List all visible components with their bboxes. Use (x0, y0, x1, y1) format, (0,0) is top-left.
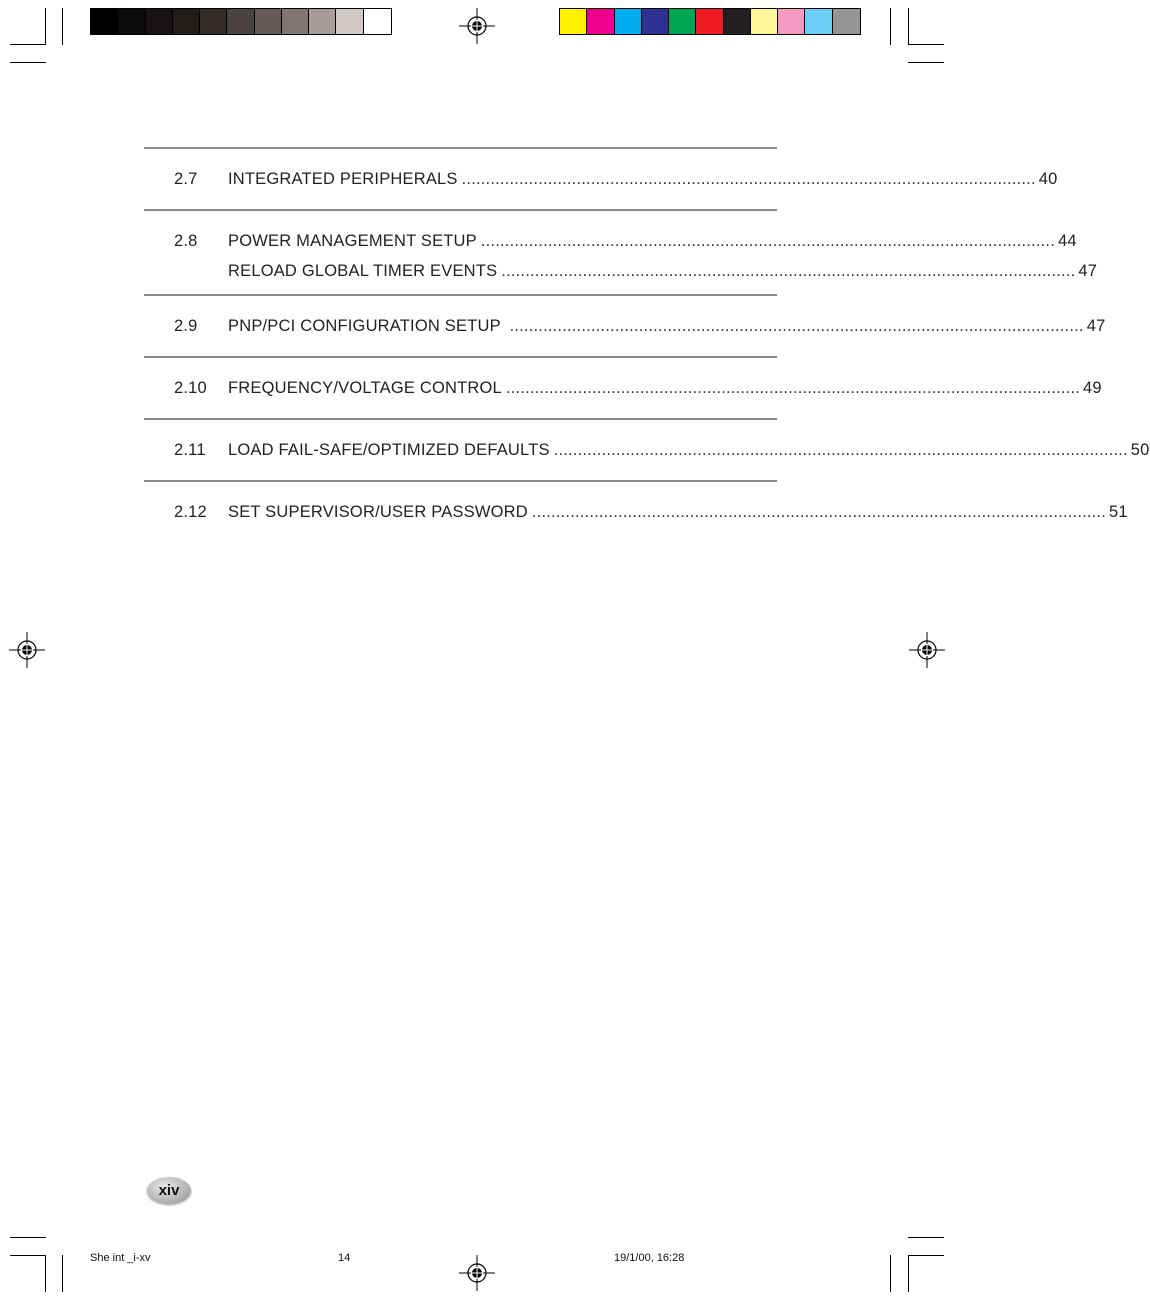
toc-section-number: 2.12 (174, 503, 207, 521)
toc-leader-dots: ........................................................................................................................ (553, 441, 1128, 459)
toc-entry[interactable] (174, 170, 1058, 190)
registration-mark-icon (459, 1255, 495, 1291)
toc-entry[interactable] (174, 317, 1106, 337)
grayscale-calibration-strip (90, 8, 392, 35)
toc-section-number: 2.9 (174, 317, 198, 335)
page-number-badge: xiv (147, 1177, 191, 1204)
crop-mark (908, 44, 944, 45)
crop-mark (10, 62, 46, 63)
toc-page-number: 47 (1086, 317, 1106, 335)
toc-leader-dots: ........................................................................................................................ (480, 232, 1055, 250)
toc-page-number: 50 (1130, 441, 1150, 459)
color-swatch (642, 9, 669, 34)
crop-mark (908, 1255, 944, 1256)
color-swatch (173, 9, 200, 34)
toc-page-number: 51 (1109, 503, 1128, 521)
crop-mark (890, 8, 891, 45)
color-swatch (200, 9, 227, 34)
color-swatch (833, 9, 860, 34)
color-swatch (778, 9, 805, 34)
color-swatch (118, 9, 145, 34)
crop-mark (10, 1255, 46, 1256)
toc-entry[interactable] (174, 441, 1150, 461)
toc-leader-dots: ........................................................................................................................ (504, 317, 1084, 335)
crop-mark (62, 8, 63, 45)
crop-mark (45, 1255, 46, 1292)
crop-mark (908, 1237, 944, 1238)
color-swatch (364, 9, 391, 34)
section-divider (144, 209, 777, 211)
toc-entry[interactable] (174, 232, 1077, 252)
toc-entry-title: RELOAD GLOBAL TIMER EVENTS (228, 262, 498, 280)
color-swatch (255, 9, 282, 34)
section-divider (144, 480, 777, 482)
toc-page-number: 47 (1078, 262, 1098, 280)
color-swatch (587, 9, 614, 34)
toc-entry[interactable] (174, 262, 1098, 282)
color-swatch (227, 9, 254, 34)
toc-section-number: 2.8 (174, 232, 198, 250)
crop-mark (908, 62, 944, 63)
toc-leader-dots: ........................................................................................................................ (501, 262, 1076, 280)
toc-section-number: 2.11 (174, 441, 206, 459)
toc-entry-title: PNP/PCI CONFIGURATION SETUP (228, 317, 501, 335)
crop-mark (62, 1255, 63, 1292)
crop-mark (45, 8, 46, 45)
crop-mark (10, 1237, 46, 1238)
color-swatch (805, 9, 832, 34)
toc-entry-title: INTEGRATED PERIPHERALS (228, 170, 458, 188)
color-swatch (751, 9, 778, 34)
toc-entry-title: FREQUENCY/VOLTAGE CONTROL (228, 379, 502, 397)
crop-mark (908, 8, 909, 45)
toc-page-number: 49 (1083, 379, 1102, 397)
toc-entry-title: SET SUPERVISOR/USER PASSWORD (228, 503, 528, 521)
toc-leader-dots: ........................................................................................................................ (531, 503, 1107, 521)
color-swatch (146, 9, 173, 34)
toc-page-number: 44 (1057, 232, 1077, 250)
color-calibration-strip (559, 8, 861, 35)
toc-entry[interactable] (174, 503, 1128, 523)
registration-mark-icon (909, 632, 945, 668)
section-divider (144, 356, 777, 358)
color-swatch (615, 9, 642, 34)
footer-file-name: She int _i-xv (90, 1252, 151, 1264)
color-swatch (282, 9, 309, 34)
color-swatch (91, 9, 118, 34)
color-swatch (669, 9, 696, 34)
crop-mark (890, 1255, 891, 1292)
toc-entry-title: LOAD FAIL-SAFE/OPTIMIZED DEFAULTS (228, 441, 550, 459)
registration-mark-icon (9, 632, 45, 668)
section-divider (144, 418, 777, 420)
footer-datetime: 19/1/00, 16:28 (614, 1252, 685, 1264)
color-swatch (724, 9, 751, 34)
toc-leader-dots: ........................................................................................................................ (461, 170, 1036, 188)
color-swatch (309, 9, 336, 34)
section-divider (144, 294, 777, 296)
color-swatch (336, 9, 363, 34)
crop-mark (10, 44, 46, 45)
toc-page-number: 40 (1038, 170, 1058, 188)
footer-sheet-number: 14 (338, 1252, 351, 1264)
toc-leader-dots: ........................................................................................................................ (505, 379, 1081, 397)
toc-section-number: 2.7 (174, 170, 198, 188)
toc-entry[interactable] (174, 379, 1102, 399)
color-swatch (696, 9, 723, 34)
toc-entry-title: POWER MANAGEMENT SETUP (228, 232, 477, 250)
section-divider (144, 147, 777, 149)
toc-section-number: 2.10 (174, 379, 207, 397)
crop-mark (908, 1255, 909, 1292)
color-swatch (560, 9, 587, 34)
registration-mark-icon (459, 8, 495, 44)
